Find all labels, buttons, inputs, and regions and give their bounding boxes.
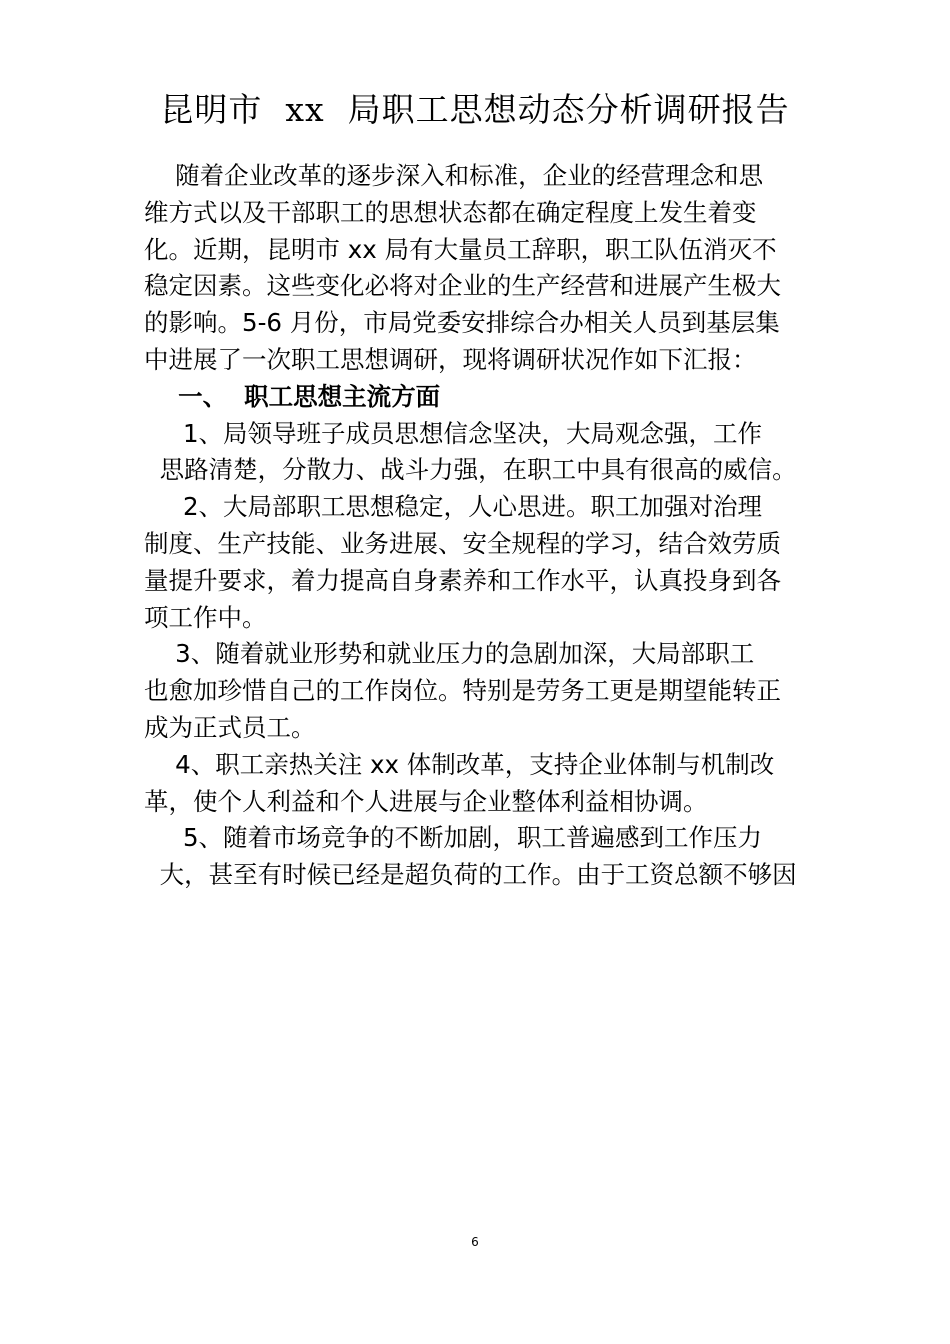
list-item-line: 革，使个人利益和个人进展与企业整体利益相协调。 xyxy=(144,786,708,816)
paragraph-line: 化。近期，昆明市 xx 局有大量员工辞职，职工队伍消灭不 xyxy=(144,234,777,264)
list-item-line: 1、局领导班子成员思想信念坚决，大局观念强，工作 xyxy=(144,418,763,448)
list-item-line: 大，甚至有时候已经是超负荷的工作。由于工资总额不够因 xyxy=(144,860,797,890)
list-item-line: 量提升要求，着力提高自身素养和工作水平，认真投身到各 xyxy=(144,565,781,595)
document-body xyxy=(144,158,824,894)
document-title: 昆明市 xx 局职工思想动态分析调研报告 xyxy=(160,90,790,129)
list-item-line: 制度、生产技能、业务进展、安全规程的学习，结合效劳质 xyxy=(144,528,781,558)
list-item-line: 4、职工亲热关注 xx 体制改革，支持企业体制与机制改 xyxy=(144,749,775,779)
section-heading: 一、 职工思想主流方面 xyxy=(144,381,441,411)
paragraph-line: 随着企业改革的逐步深入和标准，企业的经营理念和思 xyxy=(144,161,764,190)
page-number: 6 xyxy=(471,1235,479,1249)
paragraph-line: 稳定因素。这些变化必将对企业的生产经营和进展产生极大 xyxy=(144,271,781,301)
list-item-line: 也愈加珍惜自己的工作岗位。特别是劳务工更是期望能转正 xyxy=(144,676,781,706)
list-item-line: 项工作中。 xyxy=(144,602,267,632)
paragraph-line: 维方式以及干部职工的思想状态都在确定程度上发生着变 xyxy=(144,197,757,227)
paragraph-line: 中进展了一次职工思想调研，现将调研状况作如下汇报： xyxy=(144,344,757,374)
list-item-line: 3、随着就业形势和就业压力的急剧加深，大局部职工 xyxy=(144,639,755,669)
list-item-line: 2、大局部职工思想稳定，人心思进。职工加强对治理 xyxy=(144,492,763,522)
paragraph-line: 的影响。5-6 月份，市局党委安排综合办相关人员到基层集 xyxy=(144,308,780,338)
list-item-line: 成为正式员工。 xyxy=(144,712,316,742)
list-item-line: 5、随着市场竞争的不断加剧，职工普遍感到工作压力 xyxy=(144,823,763,853)
list-item-line: 思路清楚，分散力、战斗力强，在职工中具有很高的威信。 xyxy=(144,455,797,485)
